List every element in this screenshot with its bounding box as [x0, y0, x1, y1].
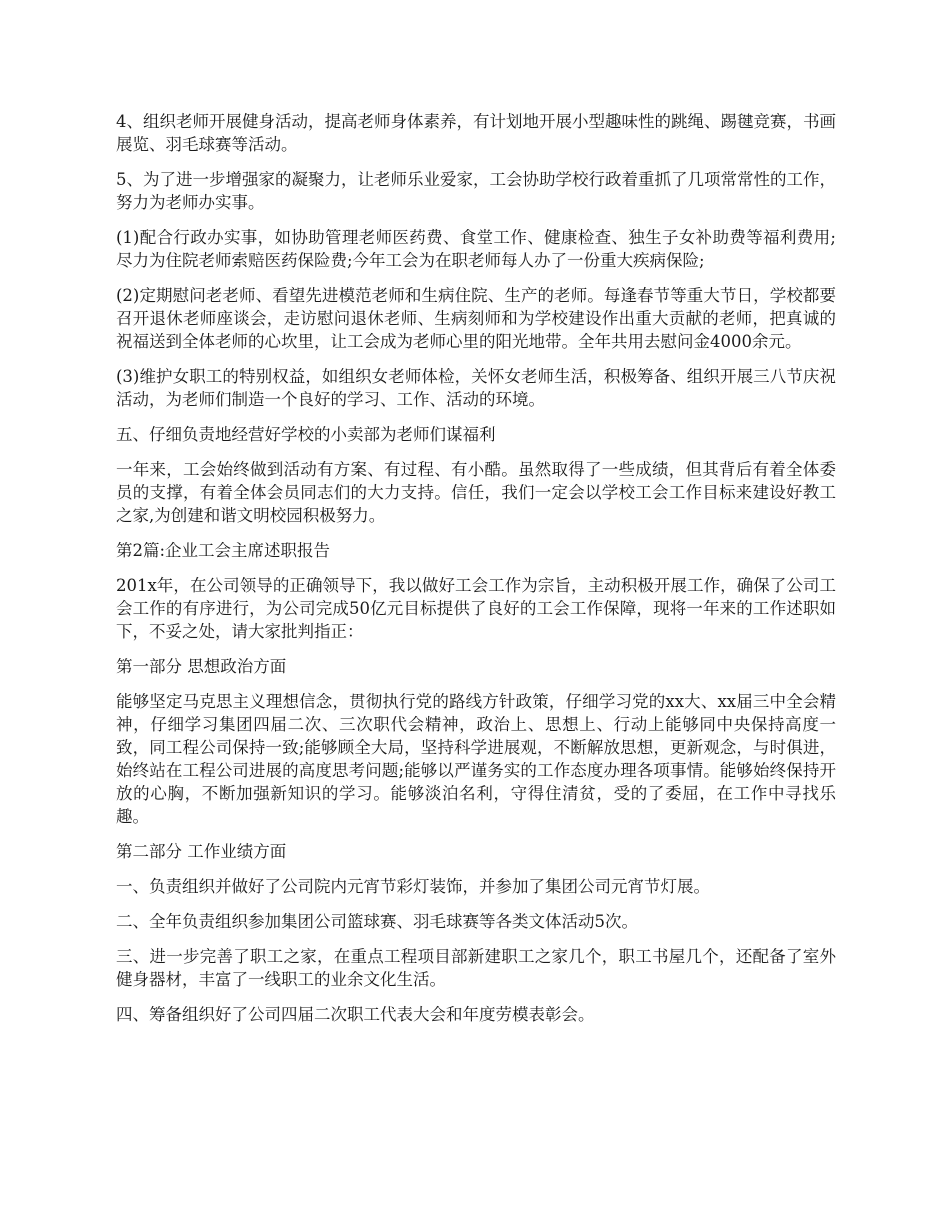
paragraph-female-staff-rights: (3)维护女职工的特别权益，如组织女老师体检，关怀女老师生活，积极筹备、组织开展三八节庆祝活动，为老师们制造一个良好的学习、工作、活动的环境。 — [116, 367, 836, 409]
paragraph-year-summary: 一年来，工会始终做到活动有方案、有过程、有小酷。虽然取得了一些成绩，但其背后有着全体委员的支撑，有着全体会员同志们的大力支持。信任，我们一定会以学校工会工作目标来建设好教工之家,为创建和谐文明校园积极努力。 — [116, 460, 836, 525]
section-heading-school-shop: 五、仔细负责地经营好学校的小卖部为老师们谋福利 — [116, 425, 496, 444]
paragraph-welfare-support: (1)配合行政办实事，如协助管理老师医药费、食堂工作、健康检查、独生子女补助费等福利费用;尽力为住院老师索赔医药保险费;今年工会为在职老师每人办了一份重大疾病保险; — [116, 228, 836, 270]
paragraph-political-thought: 能够坚定马克思主义理想信念，贯彻执行党的路线方针政策，仔细学习党的xx大、xx届三中全会精神，仔细学习集团四届二次、三次职代会精神，政治上、思想上、行动上能够同中央保持高度一致，同工程公司保持一致;能够顾全大局，坚持科学进展观，不断解放思想，更新观念，与时俱进，始终站在工程公司进展的高度思考问题;能够以严谨务实的工作态度办理各项事情。能够始终保持开放的心胸，不断加强新知识的学习。能够淡泊名利，守得住清贫，受的了委屈，在工作中寻找乐趣。 — [116, 692, 836, 826]
section-heading-part-2: 第二部分 工作业绩方面 — [116, 842, 287, 861]
paragraph-cohesion: 5、为了进一步增强家的凝聚力，让老师乐业爱家，工会协助学校行政着重抓了几项常常性的工作，努力为老师办实事。 — [116, 170, 836, 212]
article-title-2: 第2篇:企业工会主席述职报告 — [116, 541, 331, 560]
section-heading-part-1: 第一部分 思想政治方面 — [116, 657, 287, 676]
document-page — [116, 110, 836, 1038]
paragraph-visiting-teachers: (2)定期慰问老老师、看望先进模范老师和生病住院、生产的老师。每逢春节等重大节日，学校都要召开退休老师座谈会，走访慰问退休老师、生病刻师和为学校建设作出重大贡献的老师，把真诚的祝福送到全体老师的心坎里，让工会成为老师心里的阳光地带。全年共用去慰问金4000余元。 — [116, 286, 836, 351]
paragraph-fitness-activities: 4、组织老师开展健身活动，提高老师身体素养，有计划地开展小型趣味性的跳绳、踢毽竞赛，书画展览、羽毛球赛等活动。 — [116, 112, 836, 154]
paragraph-sports-events: 二、全年负责组织参加集团公司篮球赛、羽毛球赛等各类文体活动5次。 — [116, 912, 638, 931]
paragraph-congress-meeting: 四、筹备组织好了公司四届二次职工代表大会和年度劳模表彰会。 — [116, 1005, 595, 1024]
paragraph-lantern-festival: 一、负责组织并做好了公司院内元宵节彩灯装饰，并参加了集团公司元宵节灯展。 — [116, 877, 710, 896]
paragraph-report-intro: 201x年，在公司领导的正确领导下，我以做好工会工作为宗旨，主动积极开展工作，确保了公司工会工作的有序进行，为公司完成50亿元目标提供了良好的工会工作保障，现将一年来的工作述职如下，不妥之处，请大家批判指正： — [116, 576, 836, 641]
paragraph-workers-home: 三、进一步完善了职工之家，在重点工程项目部新建职工之家几个，职工书屋几个，还配备了室外健身器材，丰富了一线职工的业余文化生活。 — [116, 947, 836, 989]
